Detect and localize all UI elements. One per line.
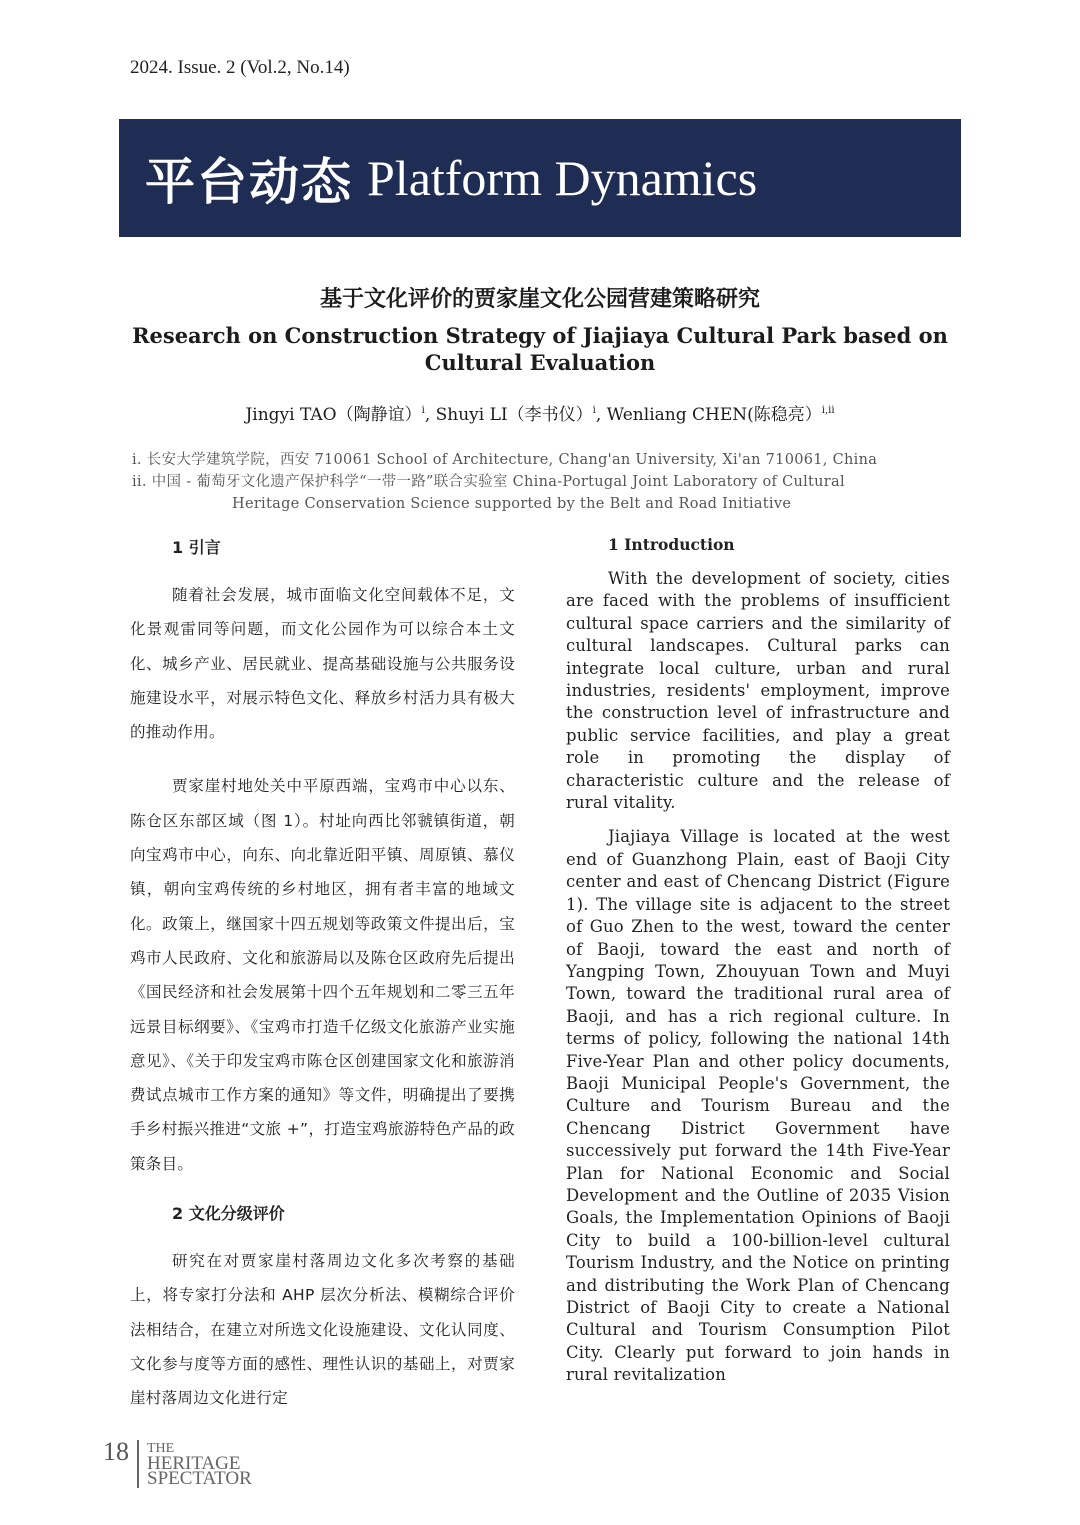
- page-number: 18: [103, 1437, 129, 1466]
- english-column: [566, 535, 950, 1399]
- journal-logo: [147, 1441, 252, 1489]
- author-affiliation-mark: i,ii: [821, 405, 835, 416]
- section-heading: 1 Introduction: [608, 535, 735, 554]
- paragraph: Jiajiaya Village is located at the west end of Guanzhong Plain, east of Baoji City center and east of Chencang District (Figure 1). The village site is adjacent to the street of Guo Zhen to the west, toward the center of Baoji, toward the east and north of Yangping Town, Zhouyuan Town and Muyi Town, toward the traditional rural area of Baoji, and has a rich regional culture. In terms of policy, following the national 14th Five-Year Plan and other policy documents, Baoji Municipal People's Government, the Culture and Tourism Bureau and the Chencang District Government have successively put forward the 14th Five-Year Plan for National Economic and Social Development and the Outline of 2035 Vision Goals, the Implementation Opinions of Baoji City to build a 100-billion-level cultural Tourism Industry, and the Notice on printing and distributing the Work Plan of Chencang District of Baoji City to create a National Cultural and Tourism Consumption Pilot City. Clearly put forward to join hands in rural revitalization: [566, 827, 950, 1385]
- paragraph: 随着社会发展，城市面临文化空间载体不足，文化景观雷同等问题，而文化公园作为可以综合本土文化、城乡产业、居民就业、提高基础设施与公共服务设施建设水平，对展示特色文化、释放乡村活力具有极大的推动作用。: [130, 586, 515, 742]
- paragraph: 贾家崖村地处关中平原西端，宝鸡市中心以东、陈仓区东部区域（图 1）。村址向西比邻虢镇街道，朝向宝鸡市中心，向东、向北靠近阳平镇、周原镇、慕仪镇，朝向宝鸡传统的乡村地区，拥有者丰富的地域文化。政策上，继国家十四五规划等政策文件提出后，宝鸡市人民政府、文化和旅游局以及陈仓区政府先后提出《国民经济和社会发展第十四个五年规划和二零三五年远景目标纲要》、《宝鸡市打造千亿级文化旅游产业实施意见》、《关于印发宝鸡市陈仓区创建国家文化和旅游消费试点城市工作方案的通知》等文件，明确提出了要携手乡村振兴推进“文旅 +”，打造宝鸡旅游特色产品的政策条目。: [130, 777, 515, 1173]
- author-name: Jingyi TAO（陶静谊）: [245, 405, 422, 425]
- issue-info: 2024. Issue. 2 (Vol.2, No.14): [130, 57, 350, 78]
- author-separator: ,: [595, 405, 607, 425]
- author-list: [0, 400, 1080, 425]
- affiliation-line: ii. 中国 - 葡萄牙文化遗产保护科学“一带一路”联合实验室 China-Portugal Joint Laboratory of Cultural: [132, 474, 845, 490]
- logo-line: SPECTATOR: [147, 1468, 252, 1489]
- affiliations: [132, 449, 972, 515]
- banner-title-zh: 平台动态: [145, 153, 353, 211]
- paragraph: 研究在对贾家崖村落周边文化多次考察的基础上，将专家打分法和 AHP 层次分析法、模糊综合评价法相结合，在建立对所选文化设施建设、文化认同度、文化参与度等方面的感性、理性认识的基础上，对贾家崖村落周边文化进行定: [130, 1252, 515, 1408]
- author-name: Shuyi LI（李书仪）: [435, 405, 593, 425]
- section-heading: 2 文化分级评价: [172, 1204, 285, 1224]
- affiliation-line: Heritage Conservation Science supported by the Belt and Road Initiative: [232, 496, 792, 512]
- logo-line: HERITAGE: [147, 1453, 241, 1474]
- banner-title-en: Platform Dynamics: [367, 150, 758, 206]
- section-heading: 1 引言: [172, 538, 221, 557]
- author-affiliation-mark: i: [421, 405, 425, 416]
- article-title-zh: 基于文化评价的贾家崖文化公园营建策略研究: [319, 287, 760, 312]
- article-title-en: Research on Construction Strategy of Jiajiaya Cultural Park based on Cultural Evaluation: [132, 323, 948, 375]
- paragraph: With the development of society, cities are faced with the problems of insufficient cultural space carriers and the similarity of cultural landscapes. Cultural parks can integrate local culture, urban and rural industries, residents' employment, improve the construction level of infrastructure and public service facilities, and play a great role in promoting the display of characteristic culture and the release of rural vitality.: [566, 569, 950, 813]
- section-banner: [119, 119, 961, 237]
- author-separator: ,: [424, 405, 436, 425]
- affiliation-line: i. 长安大学建筑学院，西安 710061 School of Architecture, Chang'an University, Xi'an 710061, China: [132, 452, 878, 468]
- chinese-column: [130, 535, 515, 1436]
- author-name: Wenliang CHEN(陈稳亮）: [606, 405, 822, 425]
- footer-divider: [137, 1440, 139, 1488]
- author-affiliation-mark: i: [592, 405, 596, 416]
- logo-line: THE: [147, 1441, 175, 1456]
